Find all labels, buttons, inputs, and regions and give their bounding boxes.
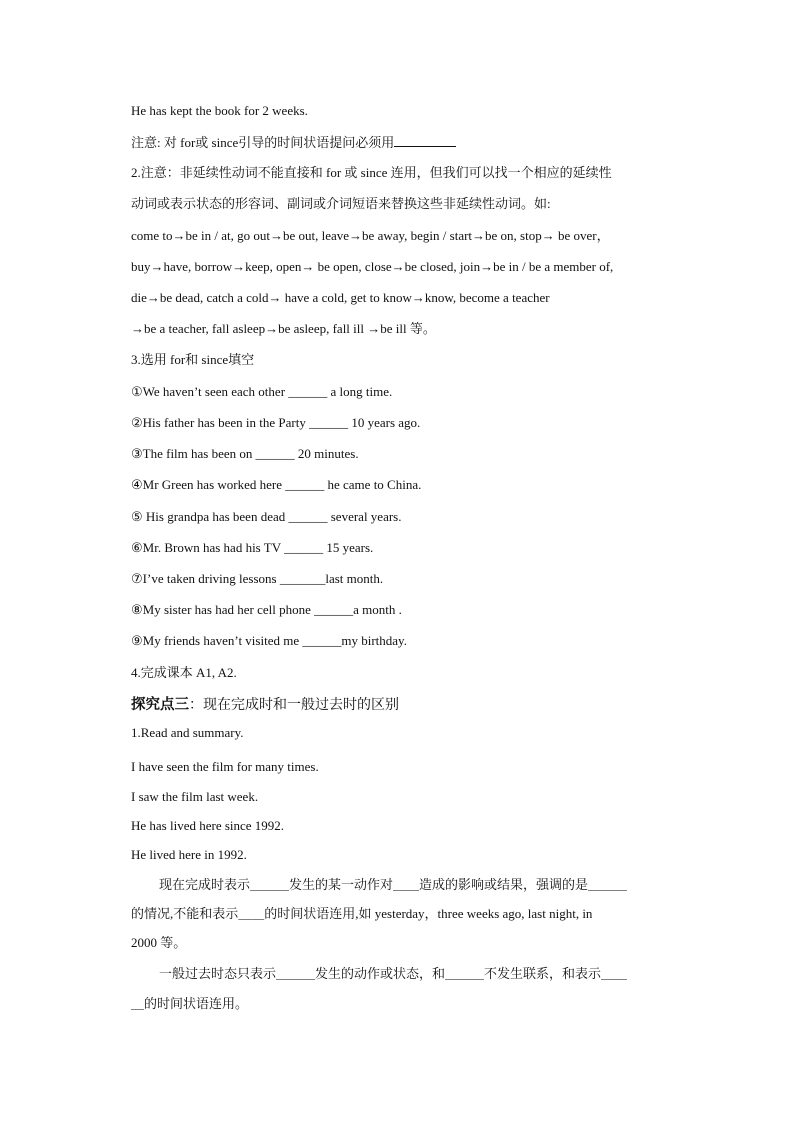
verb-pairs-line: come to→be in / at, go out→be out, leave→be away, begin / start→be on, stop→ be over， (131, 228, 610, 243)
text-line: 4.完成课本 A1, A2. (131, 665, 237, 680)
exercise-number: ④ (131, 477, 143, 492)
text-line: He has kept the book for 2 weeks. (131, 103, 308, 118)
exercise-text: a month . (353, 602, 402, 617)
answer-blank[interactable]: ______ (288, 384, 328, 399)
answer-blank[interactable]: ______ (288, 509, 328, 524)
answer-blank[interactable]: ______ (255, 446, 295, 461)
note-line (131, 134, 456, 151)
exercise-text: My friends haven’t visited me (142, 633, 300, 648)
verb-pairs-line: →be a teacher, fall asleep→be asleep, fall ill →be ill 等。 (131, 321, 436, 336)
exercise-item (131, 446, 359, 462)
answer-blank[interactable]: ______ (284, 540, 324, 555)
text-line: 2.注意：非延续性动词不能直接和 for 或 since 连用，但我们可以找一个相应的延续性 (131, 165, 612, 180)
exercise-text: last month. (325, 571, 384, 586)
exercise-item (131, 633, 407, 649)
exercise-item (131, 384, 392, 400)
exercise-text: several years. (327, 509, 402, 524)
exercise-item (131, 571, 383, 587)
paragraph-line: ＿的时间状语连用。 (131, 996, 249, 1011)
section-heading-text: ：现在完成时和一般过去时的区别 (189, 698, 399, 713)
paragraph-line: 的情况,不能和表示＿＿的时间状语连用,如 yesterday，three weeks ago, last night, in (131, 906, 593, 921)
exercise-text: Mr. Brown has had his TV (142, 540, 281, 555)
exercise-number: ⑤ (131, 509, 143, 524)
text-line: 动词或表示状态的形容词、副词或介词短语来替换这些非延续性动词。如: (131, 196, 551, 211)
example-sentence: I have seen the film for many times. (131, 759, 319, 774)
exercise-number: ⑨ (131, 633, 143, 648)
exercise-text: my birthday. (341, 633, 407, 648)
section-heading-bold: 探究点三 (131, 697, 189, 713)
exercise-text: I’ve taken driving lessons (142, 571, 277, 586)
exercise-item (131, 509, 402, 525)
exercise-text: His grandpa has been dead (142, 509, 286, 524)
exercise-text: His father has been in the Party (142, 415, 306, 430)
exercise-heading: 3.选用 for和 since填空 (131, 352, 255, 367)
answer-blank[interactable]: ______ (285, 477, 325, 492)
exercise-text: he came to China. (324, 477, 422, 492)
exercise-text: Mr Green has worked here (142, 477, 282, 492)
answer-blank[interactable]: _______ (279, 571, 326, 586)
paragraph-line: 现在完成时表示＿＿＿发生的某一动作对＿＿造成的影响或结果，强调的是＿＿＿ (159, 877, 628, 892)
example-sentence: He has lived here since 1992. (131, 818, 285, 833)
exercise-number: ⑦ (131, 571, 143, 586)
exercise-item (131, 540, 373, 556)
answer-blank[interactable]: ______ (302, 633, 342, 648)
exercise-text: 20 minutes. (294, 446, 359, 461)
verb-pairs-line: die→be dead, catch a cold→ have a cold, get to know→know, become a teacher (131, 290, 550, 305)
example-sentence: He lived here in 1992. (131, 847, 247, 862)
exercise-number: ① (131, 384, 143, 399)
exercise-number: ⑧ (131, 602, 143, 617)
answer-blank[interactable]: ______ (309, 415, 349, 430)
text-line: 1.Read and summary. (131, 725, 244, 740)
exercise-text: The film has been on (142, 446, 253, 461)
exercise-text: My sister has had her cell phone (142, 602, 311, 617)
verb-pairs-line: buy→have, borrow→keep, open→ be open, close→be closed, join→be in / be a member of, (131, 259, 614, 274)
answer-blank[interactable]: ______ (314, 602, 354, 617)
exercise-number: ③ (131, 446, 143, 461)
exercise-text: 15 years. (323, 540, 374, 555)
section-heading (131, 697, 399, 714)
exercise-text: a long time. (327, 384, 393, 399)
exercise-item (131, 415, 420, 431)
exercise-number: ⑥ (131, 540, 143, 555)
answer-blank[interactable] (394, 134, 456, 147)
example-sentence: I saw the film last week. (131, 789, 259, 804)
exercise-number: ② (131, 415, 143, 430)
exercise-text: We haven’t seen each other (142, 384, 286, 399)
note-text: 注意: 对 for或 since引导的时间状语提问必须用 (131, 135, 395, 150)
exercise-text: 10 years ago. (348, 415, 421, 430)
exercise-item (131, 602, 402, 618)
paragraph-line: 2000 等。 (131, 935, 187, 950)
exercise-item (131, 477, 421, 493)
paragraph-line: 一般过去时态只表示＿＿＿发生的动作或状态，和＿＿＿不发生联系，和表示＿＿ (159, 966, 628, 981)
